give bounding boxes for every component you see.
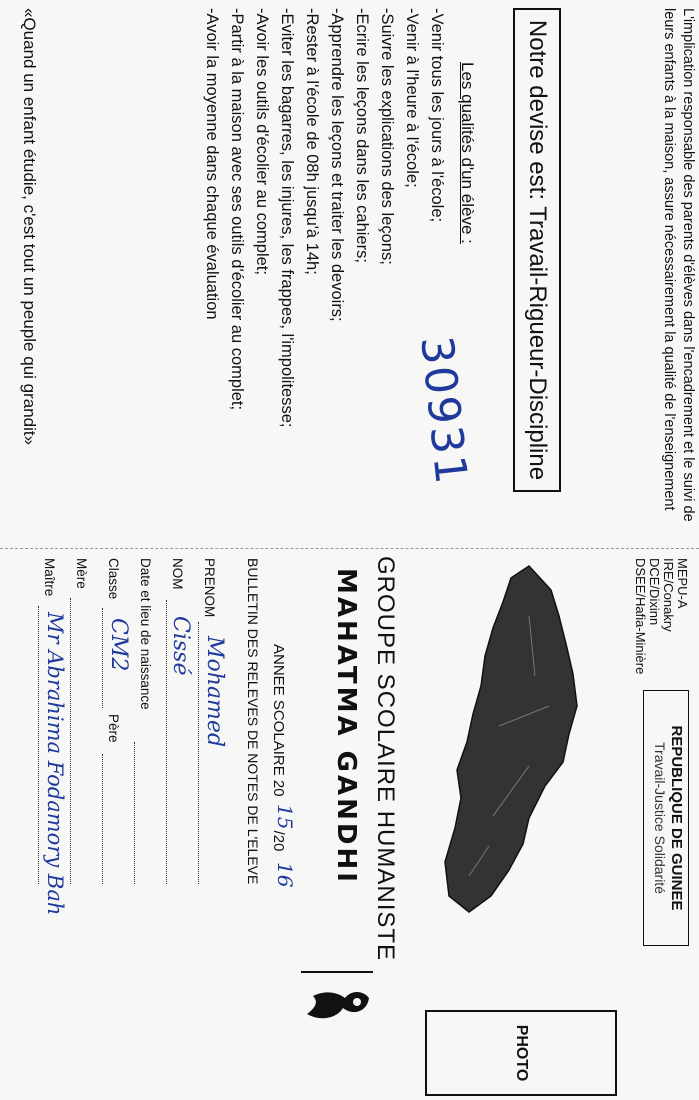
- quality-item: -Eviter les bagarres, les injures, les frappes, l'impolitesse;: [278, 8, 296, 428]
- quality-item: -Suivre les explications des leçons;: [378, 8, 396, 265]
- school-brand: MAHATMA GANDHI: [331, 568, 361, 885]
- nom-label: NOM: [170, 558, 185, 590]
- quality-item: -Avoir les outils d'écolier au complet;: [253, 8, 271, 275]
- prenom-label: PRENOM: [202, 558, 217, 618]
- mere-label: Mère: [74, 558, 89, 589]
- year-separator: /20: [270, 830, 287, 852]
- quality-item: -Venir tous les jours à l'école;: [428, 8, 446, 223]
- quality-item: -Ecrire les leçons dans les cahiers;: [353, 8, 371, 263]
- quality-item: -Venir à l'heure à l'école;: [403, 8, 421, 188]
- photo-placeholder: [425, 1010, 617, 1096]
- maitre-value: Mr Abrahima Fodamory Bah: [43, 612, 67, 916]
- handwritten-number: 30931: [410, 333, 477, 489]
- photo-label: PHOTO: [513, 1024, 530, 1082]
- prenom-value: Mohamed: [202, 636, 227, 748]
- intro-text: L'implication responsable des parents d'élèves dans l'encadrement et le suivi de leurs enfants à la maison, assure nécessairement la qualité de l'enseignement: [661, 8, 696, 522]
- ministry-line: MEPU-A: [675, 558, 690, 609]
- classe-label: Classe: [106, 558, 121, 600]
- qualities-list: [199, 8, 449, 428]
- school-name: GROUPE SCOLAIRE HUMANISTE: [372, 556, 399, 962]
- classe-value: CM2: [106, 618, 131, 672]
- bulletin-title: BULLETIN DES RELEVES DE NOTES DE L'ELEVE: [245, 558, 261, 885]
- gandhi-logo-icon: [297, 968, 377, 1030]
- guinea-map-icon: [439, 556, 589, 936]
- year-prefix: ANNEE SCOLAIRE 20: [270, 644, 287, 797]
- quality-item: -Apprendre les leçons et traiter les devoirs;: [328, 8, 346, 322]
- nom-dotted-line: [166, 600, 167, 884]
- classe-dotted-line: [102, 608, 103, 708]
- naissance-label: Date et lieu de naissance: [138, 558, 153, 710]
- quality-item: -Avoir la moyenne dans chaque évaluation: [203, 8, 221, 320]
- quality-item: -Rester à l'école de 08h jusqu'à 14h;: [303, 8, 321, 275]
- quality-item: -Partir à la maison avec ses outils d'écolier au complet;: [228, 8, 246, 411]
- nom-value: Cissé: [168, 616, 193, 676]
- ministry-line: DCE/Dixinn: [647, 558, 662, 626]
- ministry-block: [633, 558, 689, 674]
- devise-text: Notre devise est: Travail-Rigueur-Discipline: [524, 19, 551, 481]
- maitre-dotted-line: [38, 606, 39, 884]
- mere-dotted-line: [70, 598, 71, 884]
- republic-motto: Travail-Justice Solidarité: [652, 742, 668, 894]
- devise-box: [513, 8, 561, 492]
- fold-line: [0, 548, 699, 549]
- pere-label: Père: [106, 714, 121, 743]
- year-start-handwritten: 15: [273, 804, 297, 830]
- ministry-line: DSEE/Hafia-Minière: [633, 558, 648, 675]
- republic-box: [643, 690, 689, 946]
- ministry-line: IRE/Conakry: [661, 558, 676, 632]
- naissance-dotted-line: [134, 742, 135, 884]
- republic-title: REPUBLIQUE DE GUINEE: [668, 725, 685, 911]
- qualities-title: Les qualités d'un élève :: [458, 62, 477, 244]
- maitre-label: Maître: [42, 558, 57, 597]
- quote-text: «Quand un enfant étudie, c'est tout un peuple qui grandit»: [20, 8, 39, 446]
- pere-dotted-line: [102, 754, 103, 884]
- year-end-handwritten: 16: [273, 862, 297, 888]
- prenom-dotted-line: [198, 622, 199, 884]
